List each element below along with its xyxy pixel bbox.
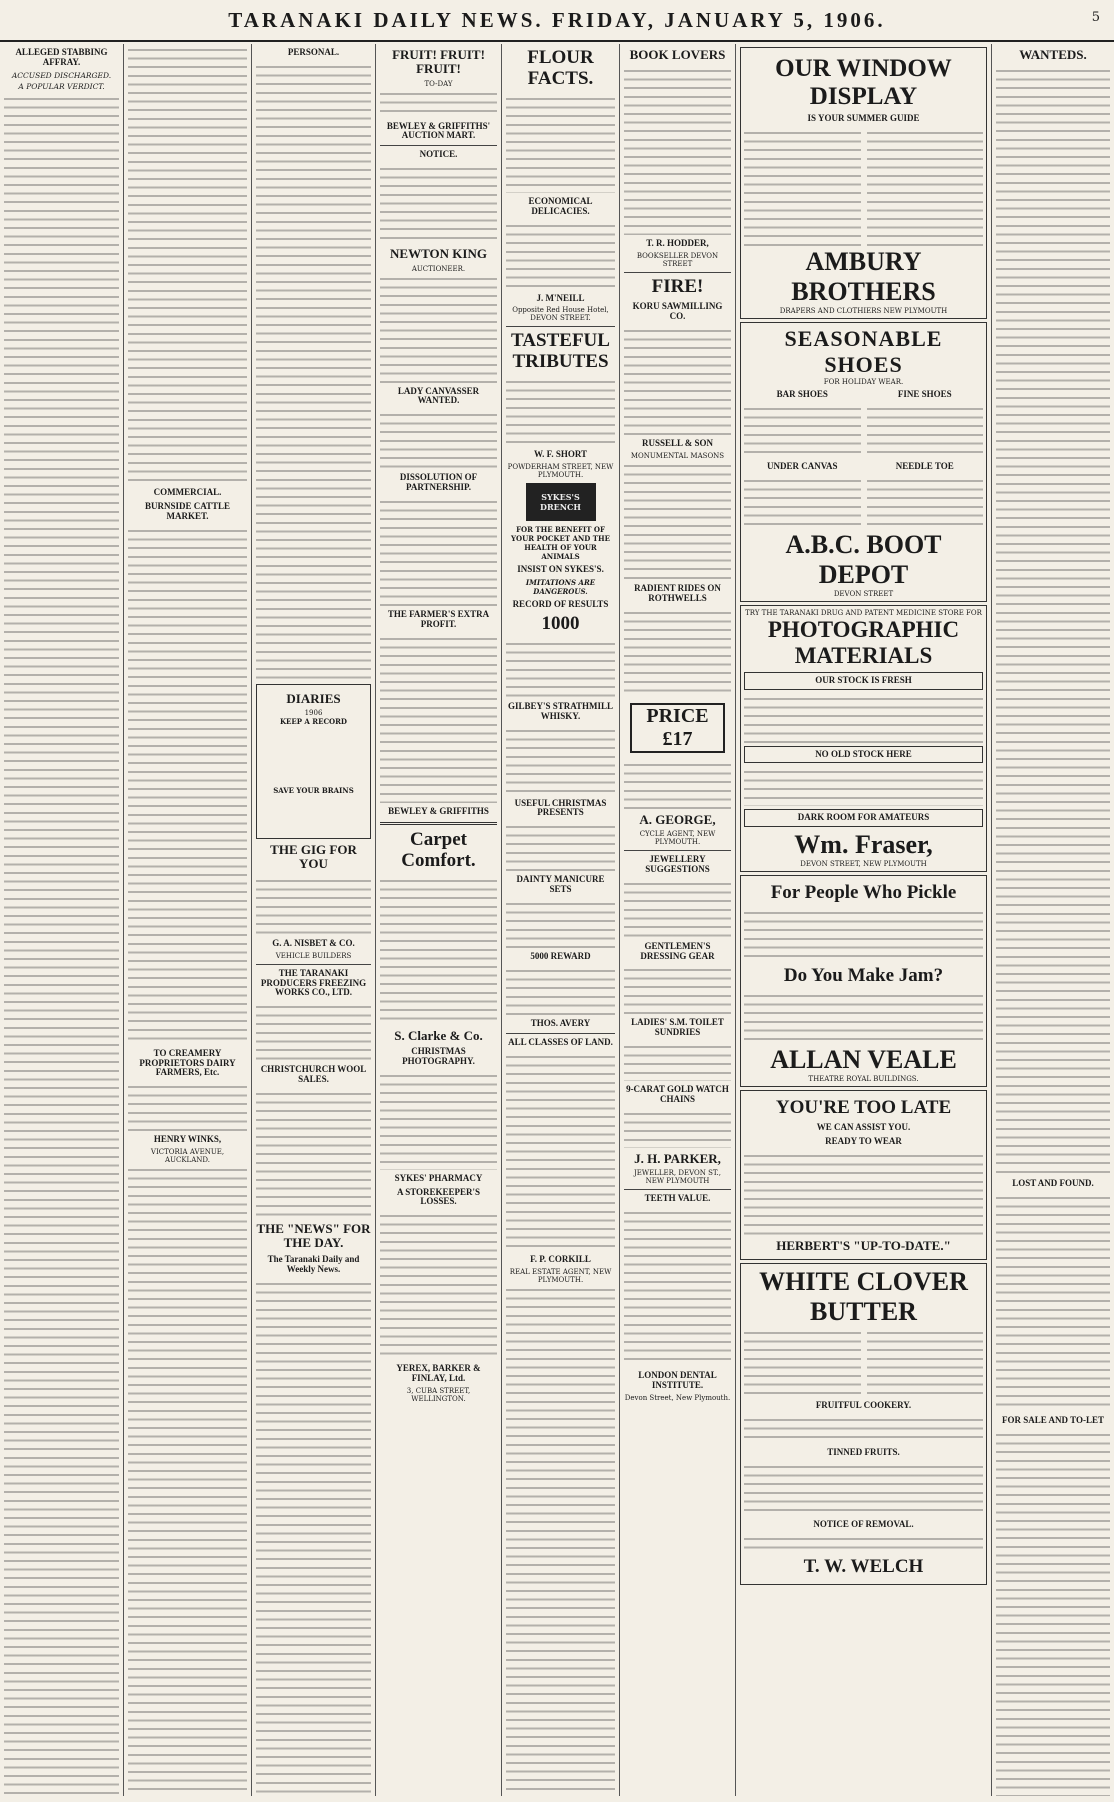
photo-ad [740, 605, 987, 873]
monumental-masons: MONUMENTAL MASONS [630, 451, 725, 460]
column-5 [502, 44, 620, 1796]
too-late: YOU'RE TOO LATE [775, 1097, 952, 1119]
fruit-body [380, 88, 497, 118]
veale-name: ALLAN VEALE [770, 1045, 957, 1075]
mneill-name: J. M'NEILL [536, 292, 585, 303]
teeth-headline: TEETH VALUE. [644, 1193, 711, 1204]
column-2-rest [128, 1164, 247, 1796]
lady-body [380, 409, 497, 469]
watch-headline: 9-CARAT GOLD WATCH CHAINS [626, 1084, 729, 1105]
tinned-body [744, 1461, 983, 1516]
diaries-spacer [260, 726, 367, 786]
diaries-ad [256, 684, 371, 839]
window-columns [744, 127, 983, 247]
nisbet-sub: VEHICLE BUILDERS [275, 951, 352, 960]
subhead-verdict: A POPULAR VERDICT. [18, 81, 105, 91]
farmer-headline: THE FARMER'S EXTRA PROFIT. [387, 609, 490, 630]
thousand: 1000 [541, 612, 580, 634]
lost-found: LOST AND FOUND. [1012, 1178, 1094, 1189]
bewley-headline: BEWLEY & GRIFFITHS' AUCTION MART. [386, 120, 491, 141]
wanteds-headline: WANTEDS. [1019, 47, 1087, 62]
storekeeper-body [380, 1210, 497, 1360]
photo-body [744, 693, 983, 743]
photography-body [380, 1070, 497, 1170]
photo-materials: PHOTOGRAPHIC MATERIALS [767, 616, 960, 668]
clarke-name: S. Clarke & Co. [394, 1027, 483, 1043]
russell-body [624, 460, 731, 580]
weekly-news: The Taranaki Daily and Weekly News. [267, 1253, 360, 1274]
shoes-ad [740, 322, 987, 602]
carpet-headline: Carpet Comfort. [401, 828, 476, 871]
classes-land: ALL CLASSES OF LAND. [508, 1036, 613, 1047]
koru-body [624, 325, 731, 435]
needle-toe: NEEDLE TOE [895, 460, 954, 471]
newton-king: NEWTON KING [390, 246, 487, 262]
notice-body [380, 163, 497, 243]
welch-name: T. W. WELCH [803, 1555, 924, 1577]
fire-headline: FIRE! [651, 276, 704, 298]
column-3 [252, 44, 376, 1796]
gig-body [256, 875, 371, 935]
seasonable-shoes: SEASONABLE SHOES [784, 325, 943, 377]
price-box: PRICE £17 [630, 703, 725, 753]
jewellery-headline: JEWELLERY SUGGESTIONS [645, 853, 710, 874]
clover-right [867, 1327, 984, 1397]
holiday-wear: FOR HOLIDAY WEAR. [823, 377, 904, 386]
fine-body [867, 403, 984, 458]
window-right [867, 127, 984, 247]
column-3-rest [256, 1278, 371, 1797]
headline-creamery: TO CREAMERY PROPRIETORS DAIRY FARMERS, Etc. [139, 1047, 236, 1078]
drug-store-line: TRY THE TARANAKI DRUG AND PATENT MEDICINE STORE FOR [745, 608, 982, 617]
under-canvas: UNDER CANVAS [766, 460, 838, 471]
shoes-right [867, 386, 984, 530]
headline-burnside: BURNSIDE CATTLE MARKET. [144, 500, 231, 521]
sykes-insist: INSIST ON SYKES'S. [517, 564, 604, 575]
record-results: RECORD OF RESULTS [512, 599, 609, 610]
dental-sub: Devon Street, New Plymouth. [624, 1393, 731, 1402]
fruit-today: TO-DAY [424, 79, 453, 88]
reward-body [506, 965, 615, 1015]
summer-guide: IS YOUR SUMMER GUIDE [807, 113, 920, 123]
jewellery-body [624, 878, 731, 938]
ready-wear: READY TO WEAR [825, 1135, 902, 1146]
divider [624, 1189, 731, 1190]
parker-name: J. H. PARKER, [634, 1150, 721, 1166]
ladies-body [624, 1041, 731, 1081]
veale-sub: THEATRE ROYAL BUILDINGS. [808, 1075, 919, 1084]
sykes-drench-logo: SYKES'S DRENCH [526, 483, 596, 521]
winks-address: VICTORIA AVENUE, AUCKLAND. [150, 1148, 225, 1165]
record-body [506, 638, 615, 698]
mneill-address: Opposite Red House Hotel, DEVON STREET. [512, 306, 609, 323]
headline-commercial: COMMERCIAL. [153, 487, 222, 497]
dissolution-headline: DISSOLUTION OF PARTNERSHIP. [399, 472, 478, 493]
window-headline: OUR WINDOW DISPLAY [775, 55, 952, 110]
fruit-headline: FRUIT! FRUIT! FRUIT! [392, 47, 485, 77]
notice-headline: NOTICE. [419, 149, 458, 160]
removal-body [744, 1533, 983, 1553]
column-2 [124, 44, 252, 1796]
hodder-sub: BOOKSELLER DEVON STREET [636, 252, 719, 269]
sykes-pharmacy: SYKES' PHARMACY [394, 1172, 483, 1183]
economical-body [506, 220, 615, 290]
short-name: W. F. SHORT [533, 449, 588, 460]
fraser-sub: DEVON STREET, NEW PLYMOUTH [800, 860, 927, 869]
auction-body [380, 273, 497, 383]
gig-headline: THE GIG FOR YOU [270, 842, 357, 872]
wool-body [256, 1088, 371, 1218]
column-6 [620, 44, 736, 1796]
yerex-name: YEREX, BARKER & FINLAY, Ltd. [396, 1363, 481, 1384]
market-report [128, 525, 247, 1045]
book-body [624, 65, 731, 235]
fruitful-cookery: FRUITFUL COOKERY. [815, 1400, 912, 1411]
diaries-save: SAVE YOUR BRAINS [273, 786, 354, 796]
radiant-rides: RADIENT RIDES ON ROTHWELLS [634, 582, 721, 603]
sale-body [996, 1429, 1110, 1796]
land-body [506, 1051, 615, 1251]
newspaper-title: TARANAKI DAILY NEWS. FRIDAY, JANUARY 5, 1906. [228, 7, 886, 32]
no-old-stock: NO OLD STOCK HERE [744, 746, 983, 764]
george-name: A. GEORGE, [639, 811, 716, 827]
window-display-ad [740, 47, 987, 319]
price-body [624, 759, 731, 809]
page-number: 5 [1091, 10, 1100, 25]
dainty-body [506, 898, 615, 948]
diaries-spacer-2 [260, 795, 367, 835]
creamery-body [128, 1081, 247, 1131]
storekeeper-headline: A STOREKEEPER'S LOSSES. [396, 1186, 481, 1207]
newton-auctioneer: AUCTIONEER. [411, 264, 466, 273]
koru-name: KORU SAWMILLING CO. [632, 301, 723, 321]
bar-shoes: BAR SHOES [776, 388, 828, 399]
shoes-left [744, 386, 861, 530]
reward-headline: 5000 REWARD [530, 951, 591, 962]
dark-room: DARK ROOM FOR AMATEURS [744, 809, 983, 827]
farmer-body [380, 633, 497, 803]
pickle-ad [740, 875, 987, 1087]
ambury-name: AMBURY BROTHERS [791, 246, 936, 306]
winks-name: HENRY WINKS, [153, 1134, 222, 1145]
abc-depot: A.B.C. BOOT DEPOT [785, 529, 942, 589]
article-body [4, 93, 119, 1796]
shoes-columns [744, 386, 983, 530]
sykes-imitations: IMITATIONS ARE DANGEROUS. [525, 578, 596, 597]
article-continued [128, 44, 247, 484]
tinned-fruits: TINNED FRUITS. [827, 1446, 900, 1457]
window-left [744, 127, 861, 247]
useful-presents: USEFUL CHRISTMAS PRESENTS [514, 797, 607, 818]
gilbey-body [506, 725, 615, 795]
bewley-2: BEWLEY & GRIFFITHS [388, 805, 489, 816]
russell-name: RUSSELL & SON [641, 437, 714, 448]
diaries-title: DIARIES [286, 690, 341, 706]
diaries-keep: KEEP A RECORD [279, 717, 348, 727]
christmas-photography: CHRISTMAS PHOTOGRAPHY. [402, 1045, 475, 1066]
headline-stabbing: ALLEGED STABBING AFFRAY. [15, 47, 108, 67]
clover-headline: WHITE CLOVER BUTTER [759, 1267, 968, 1327]
wool-headline: CHRISTCHURCH WOOL SALES. [260, 1064, 367, 1085]
divider [624, 850, 731, 851]
too-late-body [744, 1150, 983, 1235]
parker-sub: JEWELLER, DEVON ST., NEW PLYMOUTH [634, 1169, 721, 1186]
radiant-body [624, 607, 731, 697]
carpet-body [380, 875, 497, 1025]
dainty-manicure: DAINTY MANICURE SETS [516, 874, 605, 895]
freezing-headline: THE TARANAKI PRODUCERS FREEZING WORKS CO., LTD. [260, 967, 367, 998]
pickle-headline: For People Who Pickle [770, 882, 957, 904]
stock-fresh: OUR STOCK IS FRESH [744, 672, 983, 690]
subhead-discharged: ACCUSED DISCHARGED. [11, 70, 112, 80]
photo-body-2 [744, 766, 983, 806]
flour-body [506, 93, 615, 193]
dressing-body [624, 964, 731, 1014]
for-sale: FOR SALE AND TO-LET [1002, 1415, 1104, 1426]
fraser-name: Wm. Fraser, [794, 830, 933, 860]
pickle-body [744, 907, 983, 962]
clover-left [744, 1327, 861, 1397]
short-address: POWDERHAM STREET, NEW PLYMOUTH. [507, 463, 614, 480]
news-headline: THE "NEWS" FOR THE DAY. [256, 1221, 371, 1251]
headline-personal: PERSONAL. [287, 47, 340, 57]
column-1 [0, 44, 124, 1796]
jam-body [744, 990, 983, 1045]
personal-body [256, 61, 371, 681]
corkill-name: F. P. CORKILL [530, 1253, 591, 1264]
column-5-rest [506, 1284, 615, 1796]
clover-columns [744, 1327, 983, 1397]
bar-body [744, 403, 861, 458]
canvas-body [744, 475, 861, 530]
watch-body [624, 1108, 731, 1148]
hodder-name: T. R. HODDER, [646, 238, 709, 249]
divider [506, 1033, 615, 1034]
fine-shoes: FINE SHOES [897, 388, 952, 399]
book-lovers: BOOK LOVERS [629, 47, 726, 62]
cookery-body [744, 1414, 983, 1444]
avery-name: THOS. AVERY [530, 1018, 591, 1029]
economical-headline: ECONOMICAL DELICACIES. [528, 195, 593, 216]
wanteds-body [996, 65, 1110, 1175]
yerex-address: 3, CUBA STREET, WELLINGTON. [406, 1387, 471, 1404]
divider [624, 272, 731, 273]
lost-body [996, 1192, 1110, 1412]
gilbey-headline: GILBEY'S STRATHMILL WHISKY. [507, 700, 614, 721]
tasteful-headline: TASTEFUL TRIBUTES [511, 330, 610, 373]
useful-body [506, 821, 615, 871]
george-sub: CYCLE AGENT, NEW PLYMOUTH. [639, 829, 716, 846]
lady-canvasser: LADY CANVASSER WANTED. [397, 385, 480, 406]
freezing-body [256, 1001, 371, 1061]
herbert-name: HERBERT'S "UP-TO-DATE." [776, 1237, 951, 1253]
divider [506, 326, 615, 327]
too-late-ad [740, 1090, 987, 1260]
divider [256, 964, 371, 965]
diaries-year: 1906 [304, 709, 323, 718]
column-8 [992, 44, 1114, 1796]
clover-ad [740, 1263, 987, 1585]
dressing-headline: GENTLEMEN'S DRESSING GEAR [640, 940, 715, 961]
divider [380, 145, 497, 146]
notice-removal: NOTICE OF REMOVAL. [813, 1518, 914, 1529]
assist: WE CAN ASSIST YOU. [816, 1122, 911, 1133]
masthead [0, 0, 1114, 42]
corkill-sub: REAL ESTATE AGENT, NEW PLYMOUTH. [509, 1267, 612, 1284]
needle-body [867, 475, 984, 530]
ladies-headline: LADIES' S.M. TOILET SUNDRIES [631, 1017, 724, 1038]
column-4 [376, 44, 502, 1796]
flour-headline: FLOUR FACTS. [527, 47, 594, 89]
dental-name: LONDON DENTAL INSTITUTE. [638, 1370, 717, 1391]
ambury-sub: DRAPERS AND CLOTHIERS NEW PLYMOUTH [779, 306, 948, 315]
sykes-line-1: FOR THE BENEFIT OF YOUR POCKET AND THE HEALTH OF YOUR ANIMALS [511, 525, 610, 562]
column-7 [736, 44, 992, 1796]
divider [380, 822, 497, 825]
abc-sub: DEVON STREET [833, 589, 894, 598]
teeth-body [624, 1207, 731, 1367]
nisbet-name: G. A. NISBET & CO. [272, 937, 355, 948]
dissolution-body [380, 496, 497, 606]
jam-headline: Do You Make Jam? [783, 965, 944, 987]
tasteful-body [506, 376, 615, 446]
